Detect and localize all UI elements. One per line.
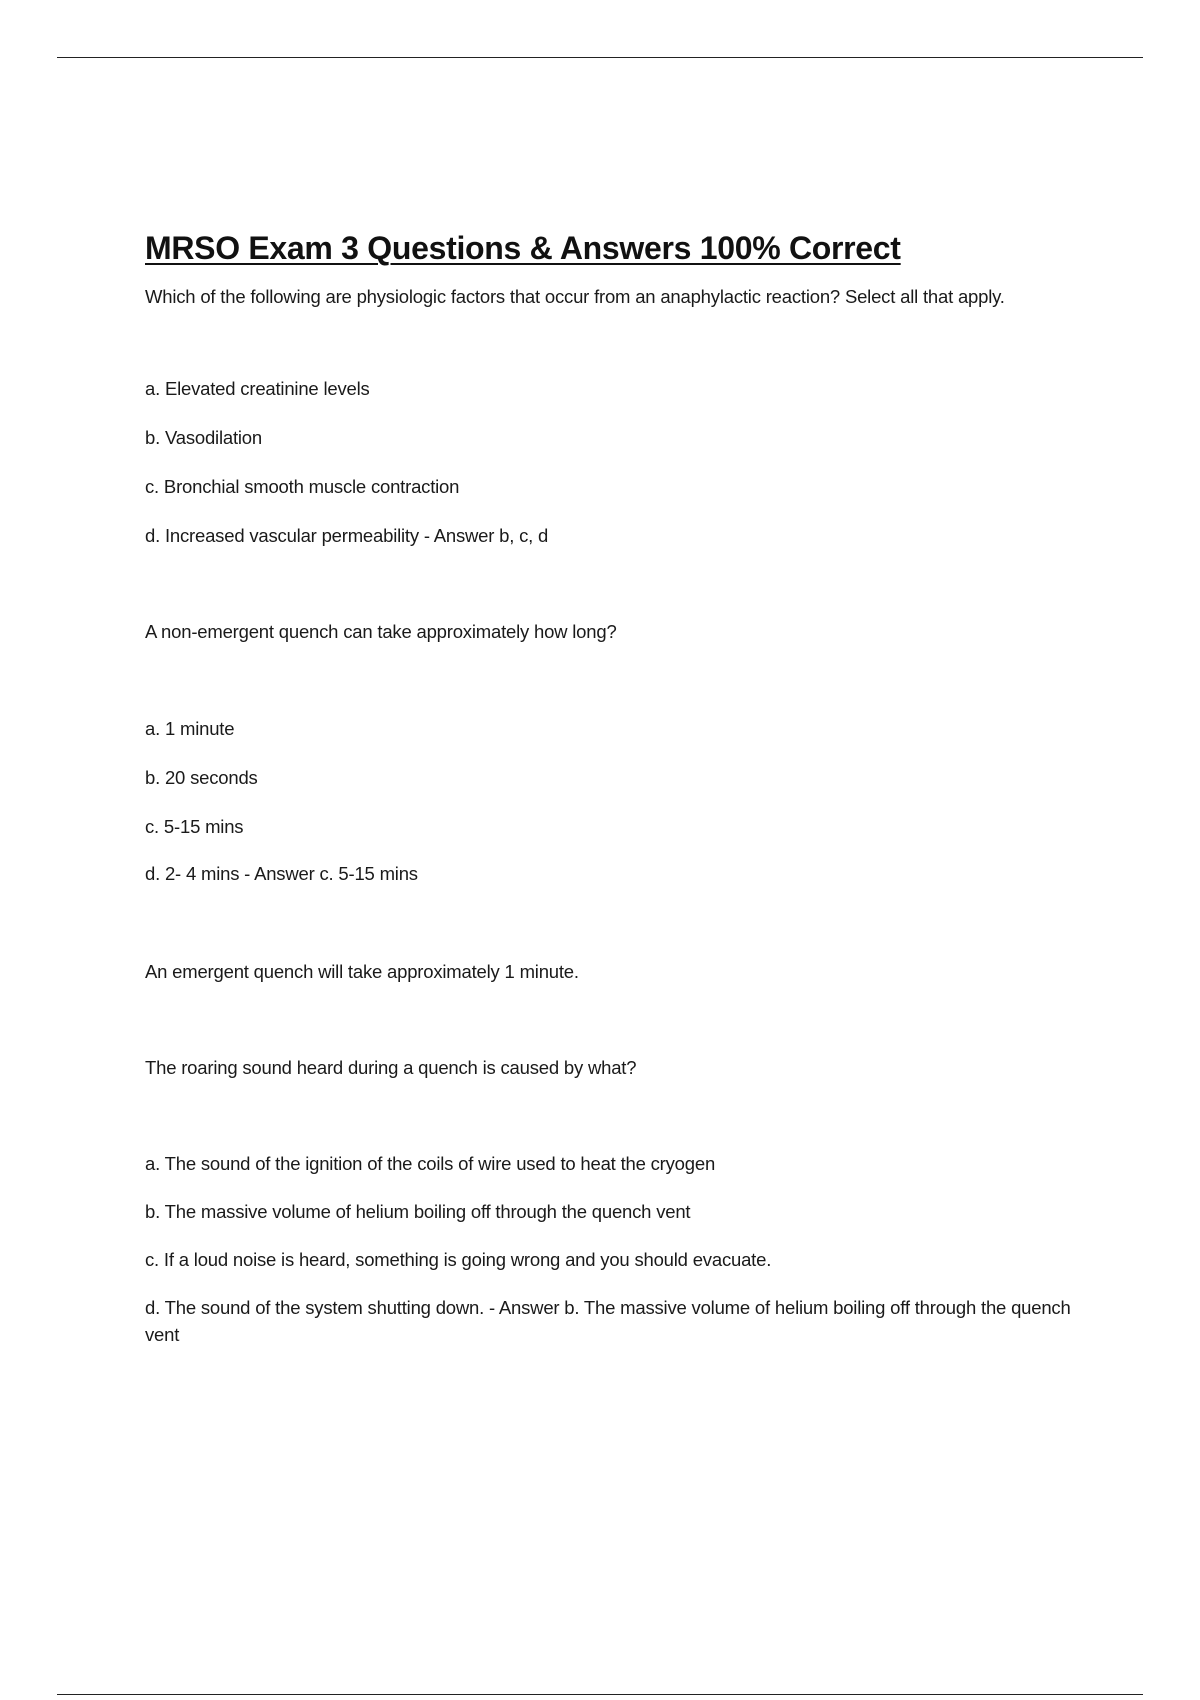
emergent-quench-note: An emergent quench will take approximately 1 minute. xyxy=(145,961,579,982)
question-3-text: The roaring sound heard during a quench is caused by what? xyxy=(145,1057,637,1078)
header-rule xyxy=(57,57,1143,58)
question-3-option-a: a. The sound of the ignition of the coils of wire used to heat the cryogen xyxy=(145,1153,716,1174)
question-3-option-b: b. The massive volume of helium boiling off through the quench vent xyxy=(145,1201,691,1222)
question-2-option-c: c. 5-15 mins xyxy=(145,816,244,837)
question-1-option-b: b. Vasodilation xyxy=(145,427,262,448)
question-1-option-a: a. Elevated creatinine levels xyxy=(145,378,370,399)
document-body xyxy=(145,228,1095,1348)
footer-rule xyxy=(57,1694,1143,1695)
question-2 xyxy=(145,618,1095,887)
question-1-option-d: d. Increased vascular permeability - Answer b, c, d xyxy=(145,525,549,546)
question-2-option-a: a. 1 minute xyxy=(145,718,235,739)
question-3-option-d: d. The sound of the system shutting down. - Answer b. The massive volume of helium boiling off through the quench vent xyxy=(145,1297,1071,1345)
question-2-text: A non-emergent quench can take approximately how long? xyxy=(145,621,617,642)
question-1-text: Which of the following are physiologic factors that occur from an anaphylactic reaction? Select all that apply. xyxy=(145,286,1005,307)
question-3-option-c: c. If a loud noise is heard, something is going wrong and you should evacuate. xyxy=(145,1249,772,1270)
question-2-option-d: d. 2- 4 mins - Answer c. 5-15 mins xyxy=(145,863,418,884)
question-3 xyxy=(145,1054,1095,1348)
question-2-option-b: b. 20 seconds xyxy=(145,767,258,788)
question-1-option-c: c. Bronchial smooth muscle contraction xyxy=(145,476,460,497)
question-1 xyxy=(145,283,1095,549)
document-title: MRSO Exam 3 Questions & Answers 100% Correct xyxy=(145,230,901,266)
